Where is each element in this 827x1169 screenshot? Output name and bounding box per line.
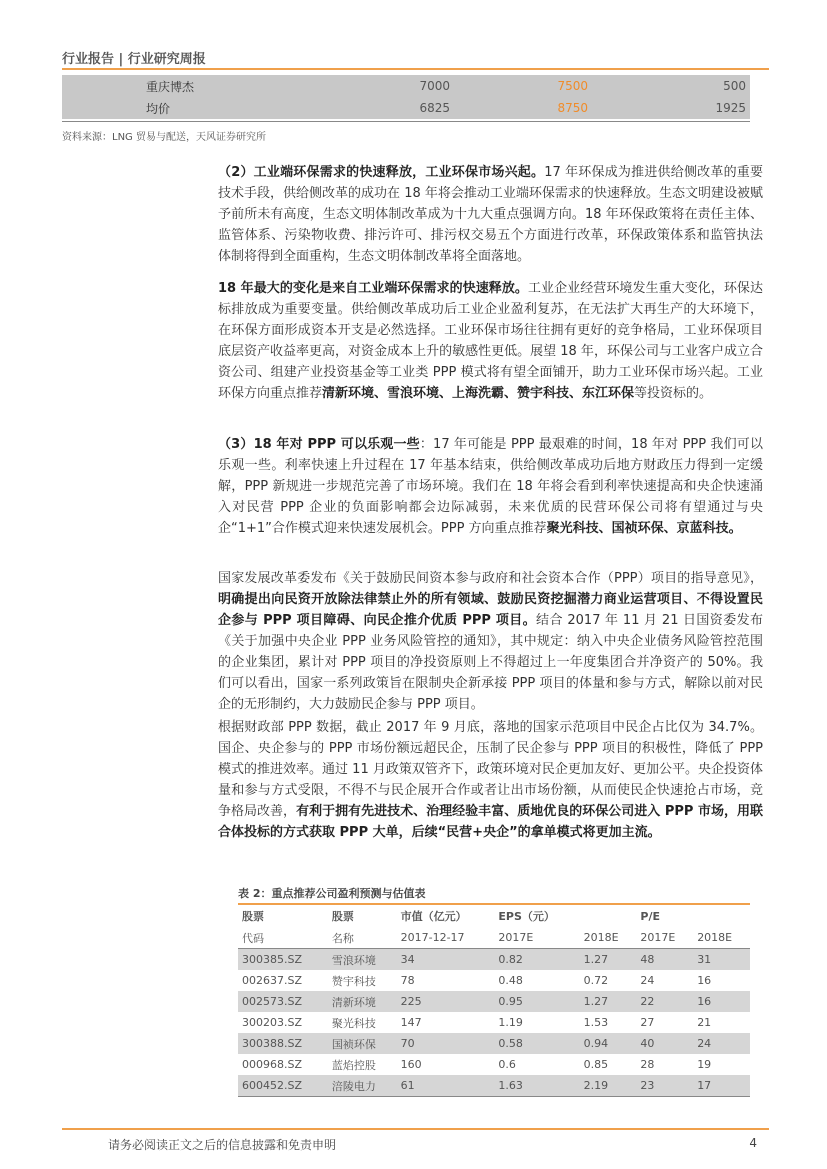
source-note: 资料来源：LNG 贸易与配送，天风证券研究所 [62, 132, 266, 143]
table-row [238, 1054, 750, 1075]
table-cell: 300385.SZ [242, 953, 303, 966]
column-header: 市值（亿元） [397, 904, 495, 927]
table-cell: 聚光科技 [331, 1016, 376, 1030]
table-cell: 1.63 [494, 1075, 579, 1097]
table-row [238, 970, 750, 991]
price-value: 7000 [419, 79, 450, 93]
price-diff: 1925 [715, 101, 746, 115]
paragraph-industrial-demand [218, 162, 763, 267]
column-subheader: 2017-12-17 [397, 927, 495, 949]
table-cell: 225 [400, 995, 422, 1008]
column-header: 股票 [328, 904, 397, 927]
header-divider [62, 68, 769, 70]
table-cell: 17 [693, 1075, 750, 1097]
paragraph-biggest-change [218, 278, 763, 404]
footer-divider [62, 1128, 769, 1130]
table-row [238, 949, 750, 971]
table-cell: 61 [397, 1075, 495, 1097]
table-row [62, 97, 750, 119]
table-cell: 70 [400, 1037, 415, 1050]
paragraph-ppp-data [218, 717, 763, 843]
paragraph-heading: （3）18 年对 PPP 可以乐观一些 [218, 437, 420, 452]
table-cell: 2.19 [580, 1075, 637, 1097]
table-cell: 48 [640, 953, 655, 966]
table-header-row [238, 904, 750, 927]
paragraph-text: 等投资标的。 [634, 386, 713, 401]
valuation-table-title: 表 2：重点推荐公司盈利预测与估值表 [238, 887, 426, 900]
table-row [62, 75, 750, 97]
valuation-table [238, 903, 750, 1097]
table-row [238, 991, 750, 1012]
paragraph-emphasis: 有利于拥有先进技术、治理经验丰富、质地优良的环保公司进入 PPP 市场，用联合体投标的方式获取 PPP 大单，后续“民营+央企”的拿单模式将更加主流。 [218, 804, 763, 840]
table-cell: 0.48 [498, 974, 523, 987]
recommended-stocks: 聚光科技、国祯环保、京蓝科技。 [546, 521, 742, 536]
table-cell: 160 [400, 1058, 422, 1071]
disclaimer: 请务必阅读正文之后的信息披露和免责申明 [108, 1138, 337, 1152]
column-header [693, 904, 750, 927]
paragraph-ppp-outlook [218, 434, 763, 539]
column-subheader: 2018E [693, 927, 750, 949]
price-value: 6825 [419, 101, 450, 115]
table-cell: 0.85 [583, 1058, 609, 1071]
table-cell: 300203.SZ [242, 1016, 303, 1029]
recommended-stocks: 清新环境、雪浪环境、上海洗霸、赞宇科技、东江环保 [322, 386, 635, 401]
table-cell: 40 [640, 1037, 655, 1050]
table-cell: 16 [697, 974, 712, 987]
column-subheader: 2018E [580, 927, 637, 949]
paragraph-policy [218, 568, 763, 715]
paragraph-heading: （2）工业端环保需求的快速释放，工业环保市场兴起。 [218, 165, 545, 180]
table-cell: 赞宇科技 [331, 974, 376, 988]
table-cell: 0.6 [498, 1058, 516, 1071]
table-cell: 000968.SZ [242, 1058, 303, 1071]
table-row [238, 1033, 750, 1054]
table-cell: 0.94 [583, 1037, 609, 1050]
column-subheader: 名称 [328, 927, 397, 949]
paragraph-text: 结合 2017 年 11 月 21 日国资委发布《关于加强中央企业 PPP 业务风险管控的通知》，其中规定：纳入中央企业债务风险管控范围的企业集团，累计对 PPP 项目的净投资原则上不得超过上一年度集团合并净资产的 50%。我们可以看出，国家一系列政策旨在限制央企新承接 PPP 项目的体量和参与方式，解除以前对民企的无形制约，大力鼓励民企参与 PPP 项目。 [218, 613, 763, 712]
table-cell: 300388.SZ [242, 1037, 303, 1050]
table-cell: 19 [697, 1058, 712, 1071]
table-cell: 27 [640, 1016, 655, 1029]
paragraph-text: ：17 年可能是 PPP 最艰难的时间，18 年对 PPP 我们可以乐观一些。利率快速上升过程在 17 年基本结束，供给侧改革成功后地方财政压力得到一定缓解，PPP 新规进一步规范完善了市场环境。我们在 18 年将会看到利率快速提高和央企快速涌入对民营 PPP 企业的负面影响都会边际减弱，未来优质的民营环保公司将有望通过与央企“1+1”合作模式迎来快速发展机会。PPP 方向重点推荐 [218, 437, 763, 536]
table-cell: 24 [640, 974, 655, 987]
table-cell: 31 [697, 953, 712, 966]
table-cell: 147 [400, 1016, 422, 1029]
price-table [62, 75, 750, 119]
table-cell: 21 [697, 1016, 712, 1029]
table-subheader-row [238, 927, 750, 949]
table-cell: 22 [640, 995, 655, 1008]
paragraph-text: 17 年环保成为推进供给侧改革的重要技术手段，供给侧改革的成功在 18 年将会推动工业端环保需求的快速释放。生态文明建设被赋予前所未有高度，生态文明体制改革成为十九大重点强调方向。18 年环保政策将在责任主体、监管体系、污染物收费、排污许可、排污权交易五个方面进行改革，环保政策体系和监管执法体制将得到全面重构，生态文明体制改革将全面落地。 [218, 165, 763, 264]
table-cell: 1.27 [583, 995, 609, 1008]
paragraph-heading: 18 年最大的变化是来自工业端环保需求的快速释放。 [218, 281, 528, 296]
table-row [238, 1012, 750, 1033]
table-cell: 34 [400, 953, 415, 966]
price-diff: 500 [723, 79, 746, 93]
paragraph-text: 工业企业经营环境发生重大变化，环保达标排放成为重要变量。供给侧改革成功后工业企业盈利复苏，在无法扩大再生产的大环境下，在环保方面形成资本开支是必然选择。工业环保市场往往拥有更好的竞争格局，工业环保项目底层资产收益率更高，对资金成本上升的敏感性更低。展望 18 年，环保公司与工业客户成立合资公司、组建产业投资基金等工业类 PPP 模式将有望全面铺开，助力工业环保市场兴起。工业环保方向重点推荐 [218, 281, 763, 401]
column-header [580, 904, 637, 927]
column-subheader: 2017E [494, 927, 579, 949]
table-cell: 0.58 [498, 1037, 523, 1050]
table-cell: 002573.SZ [242, 995, 303, 1008]
price-value-highlight: 8750 [557, 101, 588, 115]
table-cell: 0.82 [498, 953, 523, 966]
paragraph-emphasis: 明确提出向民资开放除法律禁止外的所有领域、鼓励民资挖掘潜力商业运营项目、不得设置民企参与 PPP 项目障碍、向民企推介优质 PPP 项目。 [218, 592, 763, 628]
table-cell: 002637.SZ [242, 974, 303, 987]
table-cell: 1.19 [498, 1016, 523, 1029]
table-bottom-rule [62, 121, 750, 122]
table-cell: 1.53 [583, 1016, 609, 1029]
table-cell: 1.27 [583, 953, 609, 966]
table-cell: 16 [697, 995, 712, 1008]
paragraph-text: 国家发展改革委发布《关于鼓励民间资本参与政府和社会资本合作（PPP）项目的指导意见》， [218, 571, 763, 586]
column-header: P/E [636, 904, 693, 927]
table-cell: 清新环境 [331, 995, 376, 1009]
report-header: 行业报告 | 行业研究周报 [62, 52, 206, 67]
table-cell: 28 [640, 1058, 655, 1071]
paragraph-text: 根据财政部 PPP 数据，截止 2017 年 9 月底，落地的国家示范项目中民企占比仅为 34.7%。国企、央企参与的 PPP 市场份额远超民企，压制了民企参与 PPP 项目的积极性，降低了 PPP 模式的推进效率。通过 11 月政策双管齐下，政策环境对民企更加友好、更加公平。央企投资体量和参与方式受限，不得不与民企展开合作或者让出市场份额，从而使民企快速抢占市场，竞争格局改善， [218, 720, 763, 819]
price-value-highlight: 7500 [557, 79, 588, 93]
table-cell: 78 [400, 974, 415, 987]
page-number: 4 [749, 1136, 757, 1150]
column-subheader: 代码 [238, 927, 328, 949]
column-header: 股票 [238, 904, 328, 927]
table-cell: 24 [697, 1037, 712, 1050]
table-cell: 23 [636, 1075, 693, 1097]
company-name: 重庆博杰 [146, 79, 195, 94]
table-cell: 雪浪环境 [331, 953, 376, 967]
column-header: EPS（元） [494, 904, 579, 927]
column-subheader: 2017E [636, 927, 693, 949]
company-name: 均价 [146, 101, 171, 116]
table-row [238, 1075, 750, 1097]
table-cell: 涪陵电力 [328, 1075, 397, 1097]
table-cell: 蓝焰控股 [331, 1058, 376, 1072]
table-cell: 600452.SZ [238, 1075, 328, 1097]
table-cell: 0.95 [498, 995, 523, 1008]
table-cell: 0.72 [583, 974, 609, 987]
table-cell: 国祯环保 [331, 1037, 376, 1051]
